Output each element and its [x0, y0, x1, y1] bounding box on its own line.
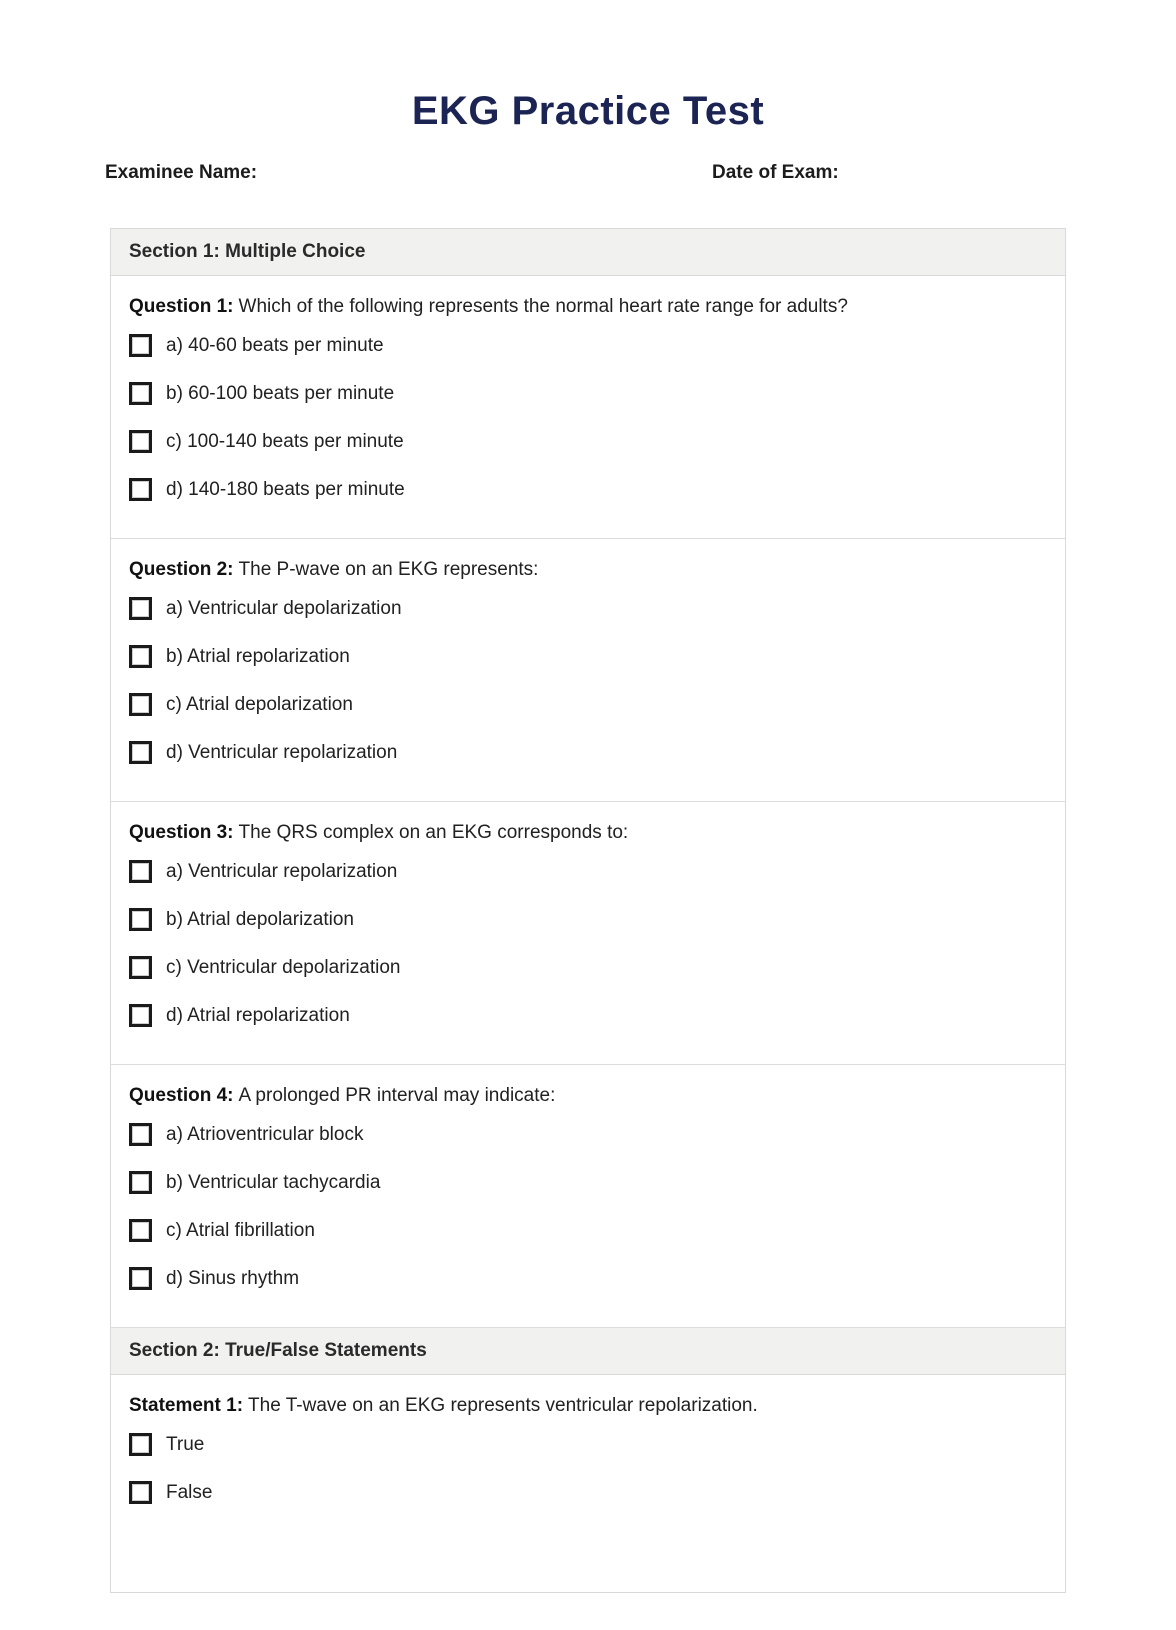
option-label: b) 60-100 beats per minute: [166, 383, 395, 404]
statement-1-option-false: [129, 1481, 1047, 1504]
question-1-text: Which of the following represents the normal heart rate range for adults?: [238, 296, 848, 317]
checkbox[interactable]: [129, 478, 152, 501]
statement-1-line: [129, 1395, 1047, 1417]
question-2-option-d: [129, 741, 1047, 764]
checkbox[interactable]: [129, 1219, 152, 1242]
option-label: d) Ventricular repolarization: [166, 742, 398, 763]
statement-1: [111, 1375, 1065, 1592]
question-4: [111, 1065, 1065, 1328]
checkbox[interactable]: [129, 1267, 152, 1290]
question-1-option-c: [129, 430, 1047, 453]
checkbox[interactable]: [129, 1004, 152, 1027]
question-4-text: A prolonged PR interval may indicate:: [238, 1085, 556, 1106]
option-label: b) Ventricular tachycardia: [166, 1172, 381, 1193]
option-label: c) Atrial depolarization: [166, 694, 353, 715]
question-2-line: [129, 559, 1047, 581]
checkbox[interactable]: [129, 860, 152, 883]
statement-1-label: Statement 1:: [129, 1395, 244, 1416]
checkbox[interactable]: [129, 1171, 152, 1194]
statement-1-option-true: [129, 1433, 1047, 1456]
page-title: EKG Practice Test: [411, 89, 765, 133]
option-label: b) Atrial repolarization: [166, 646, 350, 667]
checkbox[interactable]: [129, 1123, 152, 1146]
question-2-option-c: [129, 693, 1047, 716]
question-3-line: [129, 822, 1047, 844]
question-3-option-d: [129, 1004, 1047, 1027]
option-label: c) Ventricular depolarization: [166, 957, 401, 978]
checkbox[interactable]: [129, 382, 152, 405]
checkbox[interactable]: [129, 645, 152, 668]
question-3-label: Question 3:: [129, 822, 234, 843]
question-4-label: Question 4:: [129, 1085, 234, 1106]
question-2: [111, 539, 1065, 802]
question-1-label: Question 1:: [129, 296, 234, 317]
checkbox[interactable]: [129, 597, 152, 620]
question-3-option-a: [129, 860, 1047, 883]
option-label: d) Atrial repolarization: [166, 1005, 350, 1026]
option-label: a) Atrioventricular block: [166, 1124, 364, 1145]
checkbox[interactable]: [129, 741, 152, 764]
question-2-option-a: [129, 597, 1047, 620]
checkbox[interactable]: [129, 1481, 152, 1504]
question-3: [111, 802, 1065, 1065]
checkbox[interactable]: [129, 908, 152, 931]
question-4-option-a: [129, 1123, 1047, 1146]
option-label: d) Sinus rhythm: [166, 1268, 300, 1289]
question-4-line: [129, 1085, 1047, 1107]
question-1-line: [129, 296, 1047, 318]
question-1-option-d: [129, 478, 1047, 501]
option-label: a) Ventricular repolarization: [166, 861, 398, 882]
test-form: [110, 228, 1066, 1593]
option-label: True: [166, 1434, 205, 1455]
option-label: d) 140-180 beats per minute: [166, 479, 405, 500]
question-4-option-c: [129, 1219, 1047, 1242]
option-label: a) 40-60 beats per minute: [166, 335, 384, 356]
section-2-header: Section 2: True/False Statements: [111, 1328, 1065, 1375]
statement-1-text: The T-wave on an EKG represents ventricular repolarization.: [248, 1395, 758, 1416]
question-1: [111, 276, 1065, 539]
question-2-label: Question 2:: [129, 559, 234, 580]
question-3-option-b: [129, 908, 1047, 931]
option-label: a) Ventricular depolarization: [166, 598, 402, 619]
question-2-text: The P-wave on an EKG represents:: [238, 559, 539, 580]
checkbox[interactable]: [129, 1433, 152, 1456]
option-label: False: [166, 1482, 213, 1503]
checkbox[interactable]: [129, 334, 152, 357]
checkbox[interactable]: [129, 956, 152, 979]
option-label: b) Atrial depolarization: [166, 909, 354, 930]
meta-row: [105, 162, 1071, 186]
checkbox[interactable]: [129, 693, 152, 716]
question-3-text: The QRS complex on an EKG corresponds to:: [238, 822, 629, 843]
examinee-name-label: Examinee Name:: [105, 162, 258, 183]
question-1-option-a: [129, 334, 1047, 357]
question-2-option-b: [129, 645, 1047, 668]
question-3-option-c: [129, 956, 1047, 979]
option-label: c) 100-140 beats per minute: [166, 431, 404, 452]
question-1-option-b: [129, 382, 1047, 405]
date-of-exam-label: Date of Exam:: [712, 162, 839, 183]
question-4-option-d: [129, 1267, 1047, 1290]
question-4-option-b: [129, 1171, 1047, 1194]
section-1-header: Section 1: Multiple Choice: [111, 229, 1065, 276]
checkbox[interactable]: [129, 430, 152, 453]
option-label: c) Atrial fibrillation: [166, 1220, 315, 1241]
